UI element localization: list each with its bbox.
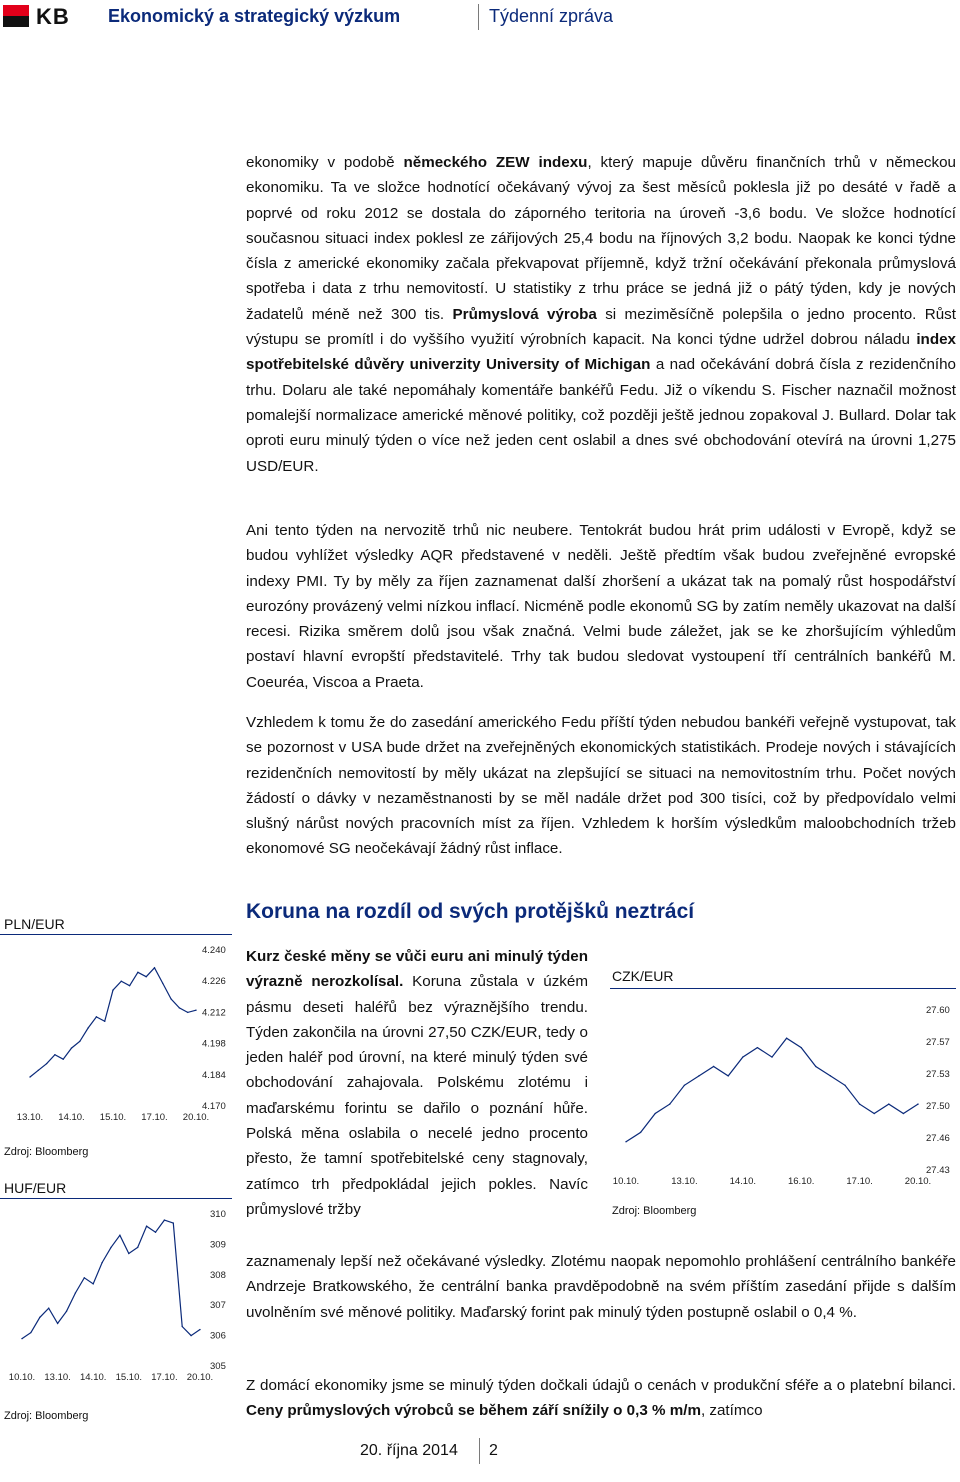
data-point bbox=[874, 1113, 875, 1114]
footer-divider bbox=[479, 1438, 480, 1464]
data-point bbox=[859, 1103, 860, 1104]
data-point bbox=[71, 1047, 72, 1048]
bold-run: německého ZEW indexu bbox=[403, 154, 588, 171]
data-point bbox=[79, 1041, 80, 1042]
y-tick-label: 4.184 bbox=[202, 1069, 226, 1081]
huf-chart-title: HUF/EUR bbox=[4, 1180, 67, 1196]
paragraph-zloty: zaznamenaly lepší než očekávané výsledky. Zlotému naopak nepomohlo prohlášení centrálního bankéře Andrzeje Bratkowského, že centrální banka pravděpodobně na svém příštím zasedání přijde s dalším uvolněním své měnové politiky. Maďarský forint pak minulý týden postupně oslabil o 0,4 %. bbox=[246, 1253, 956, 1321]
x-tick-label: 17.10. bbox=[151, 1372, 178, 1383]
y-tick-label: 4.240 bbox=[202, 945, 226, 956]
y-tick-label: 27.60 bbox=[926, 1005, 950, 1016]
page-header bbox=[0, 0, 960, 34]
huf-chart-source: Zdroj: Bloomberg bbox=[4, 1410, 89, 1422]
header-title: Ekonomický a strategický výzkum bbox=[108, 6, 401, 26]
data-point bbox=[46, 1063, 47, 1064]
data-point bbox=[771, 1056, 772, 1057]
header-divider bbox=[478, 4, 479, 30]
series-line bbox=[22, 1220, 200, 1339]
data-point bbox=[121, 981, 122, 982]
data-point bbox=[801, 1047, 802, 1048]
data-point bbox=[63, 1059, 64, 1060]
text-run: , zatímco bbox=[700, 1402, 763, 1420]
data-point bbox=[757, 1047, 758, 1048]
x-tick-label: 20.10. bbox=[904, 1176, 932, 1187]
paragraph-zew bbox=[246, 150, 956, 479]
series-line bbox=[626, 1038, 918, 1142]
y-tick-label: 27.50 bbox=[926, 1101, 950, 1112]
y-tick-label: 305 bbox=[210, 1361, 226, 1372]
data-point bbox=[93, 1283, 94, 1284]
y-tick-label: 4.170 bbox=[202, 1101, 226, 1112]
text-run: ekonomiky v podobě bbox=[246, 154, 404, 171]
text-run: a nad očekávání dobrá čísla z rezidenčního trhu. Dolaru ale také nepomáhaly komentáře bankéřů Fedu. Již o víkendu S. Fischer naznačil možnost pomalejší normalizace americké měnové politiky, což později ještě jednou zopakoval J. Bullard. Dolar tak oproti euru minulý týden o více než jeden cent oslabil a dnes své obchodování otevírá na úrovni 1,275 USD/EUR. bbox=[246, 356, 956, 475]
data-point bbox=[96, 1016, 97, 1017]
data-point bbox=[917, 1103, 918, 1104]
data-point bbox=[137, 972, 138, 973]
y-tick-label: 27.46 bbox=[926, 1133, 950, 1144]
data-point bbox=[684, 1085, 685, 1086]
kb-logo-icon bbox=[3, 5, 29, 27]
data-point bbox=[713, 1066, 714, 1067]
paragraph-koruna bbox=[246, 944, 588, 1222]
pln-chart-source: Zdroj: Bloomberg bbox=[4, 1146, 89, 1158]
paragraph-europe-outlook: Ani tento týden na nervozitě trhů nic neubere. Tentokrát budou hrát prim události v Evropě, když se budou vyhlížet výsledky AQR představené v neděli. Ještě předtím však budou zveřejněné evropské indexy PMI. Ty by měly za říjen zaznamenat další zhoršení a ukázat tak na pomalý růst hospodářství eurozóny provázený velmi nízkou inflací. Nicméně podle ekonomů SG by zatím neměly ukazovat na další recesi. Rizika směrem dolů jsou však značná. Velmi bude záležet, jak se ke zhoršujícím výhledům postaví hlavní evropští představitelé. Trhy tak budou sledovat vystoupení tří centrálních bankéřů M. Coeuréa, Viscoa a Praeta. bbox=[246, 522, 956, 691]
series-line bbox=[30, 968, 196, 1077]
data-point bbox=[129, 985, 130, 986]
x-tick-label: 13.10. bbox=[16, 1112, 44, 1123]
data-point bbox=[29, 1076, 30, 1077]
footer-date: 20. října 2014 bbox=[360, 1442, 458, 1459]
x-tick-label: 13.10. bbox=[44, 1372, 71, 1383]
data-point bbox=[84, 1277, 85, 1278]
data-point bbox=[110, 1247, 111, 1248]
data-point bbox=[170, 998, 171, 999]
bold-run: Ceny průmyslových výrobců se během září snížily o 0,3 % m/m bbox=[246, 1402, 701, 1420]
x-tick-label: 10.10. bbox=[8, 1372, 36, 1383]
logo-text: KB bbox=[36, 4, 70, 29]
data-point bbox=[669, 1103, 670, 1104]
data-point bbox=[190, 1335, 191, 1336]
x-tick-label: 10.10. bbox=[612, 1176, 640, 1187]
data-point bbox=[164, 1219, 165, 1220]
text-run: si meziměsíčně polepšila o jedno procento. Růst výstupu se promítl i do vyššího využití výrobních kapacit. Na konci týdne udržel dobrou náladu bbox=[246, 305, 956, 349]
data-point bbox=[187, 1012, 188, 1013]
data-point bbox=[38, 1070, 39, 1071]
data-point bbox=[888, 1103, 889, 1104]
data-point bbox=[75, 1292, 76, 1293]
data-point bbox=[199, 1329, 200, 1330]
data-point bbox=[146, 976, 147, 977]
x-tick-label: 14.10. bbox=[79, 1372, 107, 1383]
section-heading: Koruna na rozdíl od svých protějšků neztrácí bbox=[246, 900, 695, 923]
czk-chart-rule bbox=[610, 988, 956, 989]
data-point bbox=[844, 1085, 845, 1086]
data-point bbox=[655, 1113, 656, 1114]
data-point bbox=[640, 1132, 641, 1133]
data-point bbox=[146, 1225, 147, 1226]
data-point bbox=[903, 1113, 904, 1114]
y-tick-label: 4.226 bbox=[202, 976, 226, 988]
text-run: , který mapuje důvěru finančních trhů v německou ekonomiku. Ta ve složce hodnotící očekávaný vývoj za šest měsíců poklesla již po desáté v řadě a poprvé od roku 2012 se dostala do záporného teritoria na úroveň -3,6 bodu. Ve složce hodnotící současnou situaci index poklesl ze zářijových 25,4 bodu na říjnových 3,2 bodu. Naopak ke konci týdne čísla z americké ekonomiky začala překvapovat příjemně, když tržní očekávání překonala průmyslová spotřeba i data z trhu nemovitostí. U statistiky z trhu práce se jedná již o pátý týden, kdy je nových žadatelů méně než 300 tis. bbox=[246, 154, 956, 323]
data-point bbox=[21, 1338, 22, 1339]
y-tick-label: 27.43 bbox=[926, 1165, 950, 1176]
y-tick-label: 309 bbox=[210, 1239, 226, 1251]
huf-chart-rule bbox=[0, 1198, 232, 1199]
pln-chart-rule bbox=[0, 934, 232, 935]
data-point bbox=[87, 1027, 88, 1028]
czk-eur-chart bbox=[612, 992, 960, 1194]
bold-run: index spotřebitelské důvěry univerzity University of Michigan bbox=[246, 331, 956, 374]
data-point bbox=[162, 983, 163, 984]
x-tick-label: 15.10. bbox=[99, 1112, 127, 1123]
paragraph-us-outlook: Vzhledem k tomu že do zasedání amerického Fedu příští týden nebudou bankéři veřejně vystupovat, tak se pozornost v USA bude držet na zveřejněných ekonomických statistikách. Prodeje nových i stávajících rezidenčních nemovitostí by měly ukázat na zlepšující se situaci na nemovitostním trhu. Počet nových žádostí o dávky v nezaměstnanosti by se měl nadále držet pod 300 tisíci, což by předpovídalo velmi slušný nárůst nových pracovních míst za říjen. Vzhledem k horším výsledkům maloobchodních tržeb ekonomové SG neočekávají žádný růst inflace. bbox=[246, 714, 956, 858]
data-point bbox=[101, 1262, 102, 1263]
czk-chart-title: CZK/EUR bbox=[612, 968, 674, 984]
x-tick-label: 15.10. bbox=[115, 1372, 143, 1383]
huf-eur-chart bbox=[0, 1200, 235, 1398]
bold-run: Průmyslová výroba bbox=[452, 305, 597, 323]
data-point bbox=[179, 1007, 180, 1008]
y-tick-label: 27.53 bbox=[926, 1069, 950, 1080]
y-tick-label: 4.198 bbox=[202, 1038, 226, 1050]
data-point bbox=[155, 1232, 156, 1233]
data-point bbox=[119, 1235, 120, 1236]
paragraph-domestic bbox=[246, 1373, 956, 1424]
data-point bbox=[195, 1009, 196, 1010]
data-point bbox=[137, 1247, 138, 1248]
data-point bbox=[830, 1075, 831, 1076]
data-point bbox=[182, 1326, 183, 1327]
header-subtitle: Týdenní zpráva bbox=[489, 6, 614, 26]
x-tick-label: 14.10. bbox=[58, 1112, 85, 1123]
data-point bbox=[698, 1075, 699, 1076]
y-tick-label: 310 bbox=[210, 1209, 226, 1220]
data-point bbox=[128, 1253, 129, 1254]
data-point bbox=[30, 1332, 31, 1333]
data-point bbox=[104, 1021, 105, 1022]
data-point bbox=[625, 1141, 626, 1142]
data-point bbox=[742, 1056, 743, 1057]
y-tick-label: 4.212 bbox=[202, 1007, 226, 1019]
data-point bbox=[728, 1075, 729, 1076]
bold-run: Kurz české měny se vůči euru ani minulý týden výrazně nerozkolísal. bbox=[246, 948, 588, 991]
data-point bbox=[112, 989, 113, 990]
data-point bbox=[173, 1222, 174, 1223]
czk-chart-source: Zdroj: Bloomberg bbox=[612, 1205, 697, 1217]
data-point bbox=[57, 1323, 58, 1324]
x-tick-label: 16.10. bbox=[787, 1176, 815, 1187]
data-point bbox=[786, 1038, 787, 1039]
y-tick-label: 308 bbox=[210, 1269, 226, 1281]
data-point bbox=[48, 1308, 49, 1309]
data-point bbox=[815, 1066, 816, 1067]
y-tick-label: 307 bbox=[210, 1300, 226, 1312]
x-tick-label: 17.10. bbox=[846, 1176, 873, 1187]
x-tick-label: 20.10. bbox=[182, 1112, 210, 1123]
text-run: Koruna zůstala v úzkém pásmu deseti haléřů bez výraznějšího trendu. Týden zakončila na úrovni 27,50 CZK/EUR, tedy o jeden haléř pod úrovní, na které minulý týden své obchodování zahajovala. Polskému zlotému i maďarskému forintu se dařilo o poznání hůře. Polská měna oslabila o necelé jedno procento přesto, že tamní spotřebitelské ceny stagnovaly, zatímco trh předpokládal jejich pokles. Navíc průmyslové tržby bbox=[246, 973, 588, 1218]
x-tick-label: 17.10. bbox=[141, 1112, 168, 1123]
x-tick-label: 13.10. bbox=[671, 1176, 698, 1187]
text-run: Z domácí ekonomiky jsme se minulý týden dočkali údajů o cenách v produkční sféře a o platební bilanci. bbox=[246, 1377, 956, 1394]
pln-chart-title: PLN/EUR bbox=[4, 916, 65, 932]
data-point bbox=[39, 1317, 40, 1318]
data-point bbox=[66, 1311, 67, 1312]
x-tick-label: 14.10. bbox=[729, 1176, 757, 1187]
data-point bbox=[54, 1054, 55, 1055]
data-point bbox=[154, 967, 155, 968]
page-number: 2 bbox=[489, 1442, 498, 1459]
x-tick-label: 20.10. bbox=[186, 1372, 214, 1383]
y-tick-label: 27.57 bbox=[926, 1037, 950, 1048]
pln-eur-chart bbox=[0, 936, 235, 1136]
y-tick-label: 306 bbox=[210, 1330, 226, 1342]
